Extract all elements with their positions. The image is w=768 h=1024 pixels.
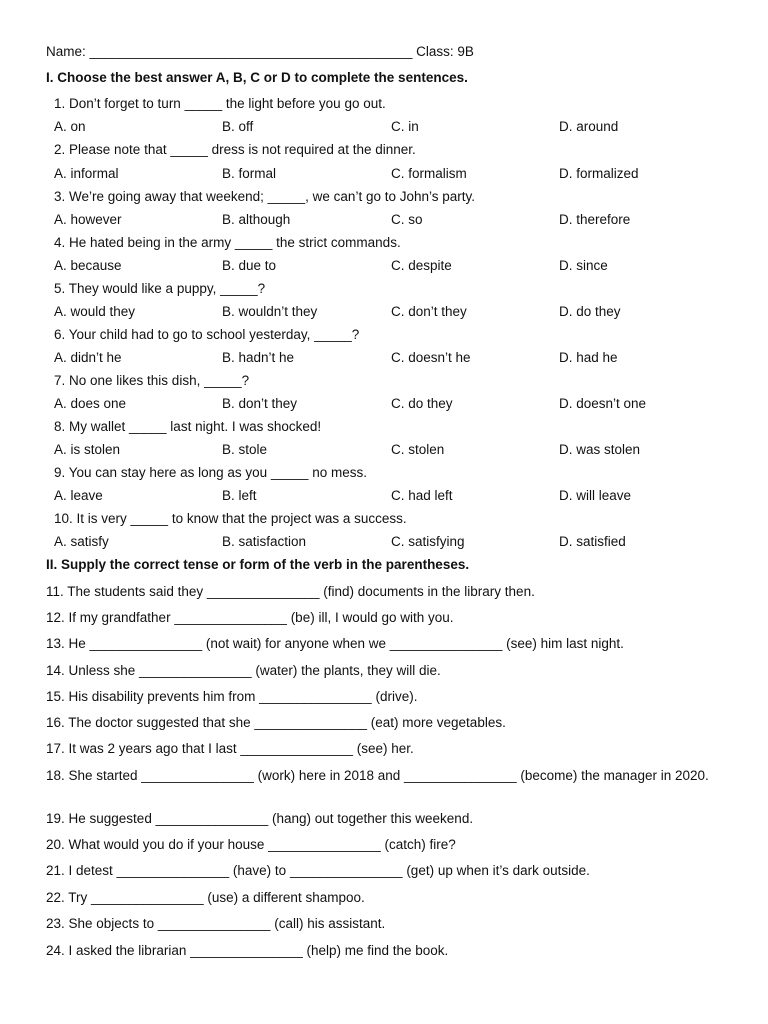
- option-d: D. had he: [559, 350, 618, 365]
- option-c: C. had left: [391, 488, 453, 503]
- option-c: C. satisfying: [391, 534, 465, 549]
- question-8-stem: 8. My wallet _____ last night. I was shocked!: [54, 419, 322, 434]
- option-a: A. because: [54, 258, 122, 273]
- option-d: D. was stolen: [559, 442, 641, 457]
- question-9-stem: 9. You can stay here as long as you _____ no mess.: [54, 465, 367, 480]
- question-7-options: [54, 395, 754, 412]
- question-1-options: [54, 118, 754, 135]
- item-19: 19. He suggested _______________ (hang) out together this weekend.: [46, 811, 474, 826]
- item-14: 14. Unless she _______________ (water) the plants, they will die.: [46, 663, 441, 678]
- option-a: A. leave: [54, 488, 103, 503]
- option-d: D. satisfied: [559, 534, 626, 549]
- question-10-stem: 10. It is very _____ to know that the project was a success.: [54, 511, 407, 526]
- option-a: A. informal: [54, 166, 119, 181]
- item-11: 11. The students said they _______________ (find) documents in the library then.: [46, 584, 535, 599]
- question-10-options: [54, 533, 754, 550]
- item-15: 15. His disability prevents him from _______________ (drive).: [46, 689, 418, 704]
- question-2-options: [54, 165, 754, 182]
- question-1-stem: 1. Don’t forget to turn _____ the light before you go out.: [54, 96, 386, 111]
- item-12: 12. If my grandfather _______________ (be) ill, I would go with you.: [46, 610, 454, 625]
- option-c: C. doesn’t he: [391, 350, 471, 365]
- option-c: C. in: [391, 119, 419, 134]
- question-4-stem: 4. He hated being in the army _____ the strict commands.: [54, 235, 401, 250]
- option-b: B. satisfaction: [222, 534, 307, 549]
- question-8-options: [54, 441, 754, 458]
- question-5-stem: 5. They would like a puppy, _____?: [54, 281, 266, 296]
- item-17: 17. It was 2 years ago that I last _______________ (see) her.: [46, 741, 414, 756]
- item-16: 16. The doctor suggested that she _______________ (eat) more vegetables.: [46, 715, 506, 730]
- option-d: D. will leave: [559, 488, 632, 503]
- option-a: A. would they: [54, 304, 136, 319]
- option-b: B. off: [222, 119, 254, 134]
- item-23: 23. She objects to _______________ (call) his assistant.: [46, 916, 386, 931]
- option-b: B. left: [222, 488, 257, 503]
- question-3-options: [54, 211, 754, 228]
- option-c: C. so: [391, 212, 423, 227]
- question-6-options: [54, 349, 754, 366]
- option-b: B. formal: [222, 166, 277, 181]
- item-18: 18. She started _______________ (work) here in 2018 and _______________ (become) the manager in 2020.: [46, 768, 709, 783]
- question-5-options: [54, 303, 754, 320]
- option-b: B. stole: [222, 442, 268, 457]
- option-c: C. formalism: [391, 166, 467, 181]
- option-a: A. satisfy: [54, 534, 109, 549]
- option-a: A. is stolen: [54, 442, 121, 457]
- item-21: 21. I detest _______________ (have) to _______________ (get) up when it’s dark outside.: [46, 863, 590, 878]
- option-b: B. hadn’t he: [222, 350, 295, 365]
- question-9-options: [54, 487, 754, 504]
- option-d: D. doesn’t one: [559, 396, 647, 411]
- option-a: A. does one: [54, 396, 127, 411]
- option-c: C. stolen: [391, 442, 445, 457]
- option-d: D. since: [559, 258, 608, 273]
- question-2-stem: 2. Please note that _____ dress is not required at the dinner.: [54, 142, 416, 157]
- option-c: C. don’t they: [391, 304, 467, 319]
- question-6-stem: 6. Your child had to go to school yesterday, _____?: [54, 327, 360, 342]
- section-2-heading: II. Supply the correct tense or form of the verb in the parentheses.: [46, 557, 470, 572]
- option-a: A. didn’t he: [54, 350, 122, 365]
- option-a: A. however: [54, 212, 122, 227]
- option-b: B. although: [222, 212, 291, 227]
- question-7-stem: 7. No one likes this dish, _____?: [54, 373, 250, 388]
- option-c: C. do they: [391, 396, 453, 411]
- item-22: 22. Try _______________ (use) a different shampoo.: [46, 890, 365, 905]
- option-a: A. on: [54, 119, 86, 134]
- option-d: D. around: [559, 119, 619, 134]
- option-b: B. due to: [222, 258, 277, 273]
- option-d: D. therefore: [559, 212, 631, 227]
- question-4-options: [54, 257, 754, 274]
- section-1-heading: I. Choose the best answer A, B, C or D to complete the sentences.: [46, 70, 468, 85]
- item-24: 24. I asked the librarian _______________ (help) me find the book.: [46, 943, 449, 958]
- option-d: D. formalized: [559, 166, 639, 181]
- item-13: 13. He _______________ (not wait) for anyone when we _______________ (see) him last night.: [46, 636, 624, 651]
- option-c: C. despite: [391, 258, 452, 273]
- item-20: 20. What would you do if your house _______________ (catch) fire?: [46, 837, 456, 852]
- option-b: B. wouldn’t they: [222, 304, 318, 319]
- name-class-line: Name: ___________________________________________ Class: 9B: [46, 44, 474, 59]
- question-3-stem: 3. We’re going away that weekend; _____, we can’t go to John’s party.: [54, 189, 476, 204]
- option-d: D. do they: [559, 304, 621, 319]
- option-b: B. don’t they: [222, 396, 298, 411]
